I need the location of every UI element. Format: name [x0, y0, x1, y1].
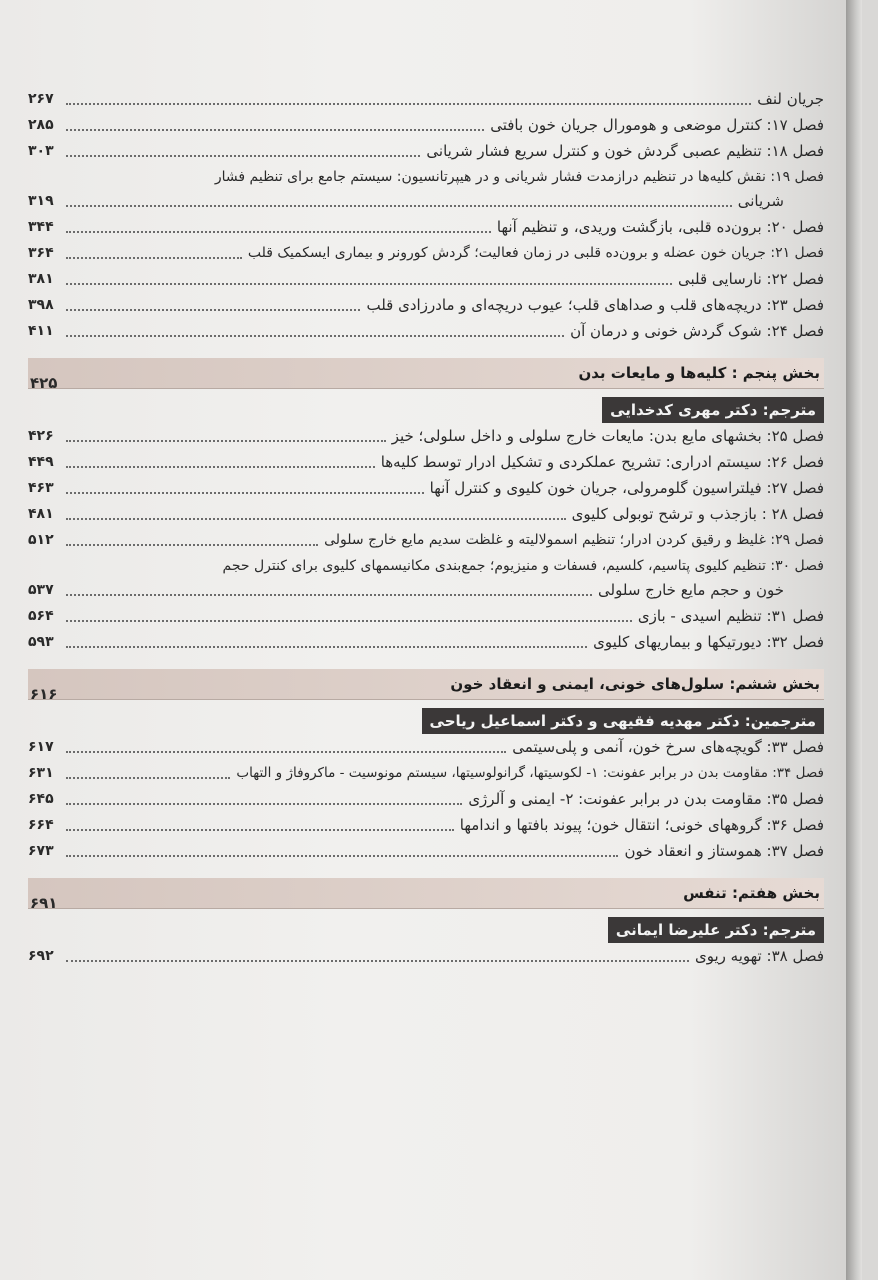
page-edge	[846, 0, 862, 1280]
page-number: ۶۷۳	[28, 843, 54, 859]
toc-entry: فصل ۳۳: گویچه‌های سرخ خون، آنمی و پلی‌سیتمی ۶۱۷	[28, 734, 824, 760]
table-of-contents	[28, 86, 824, 969]
page-number: ۵۹۳	[28, 634, 54, 650]
toc-entry: فصل ۳۶: گروههای خونی؛ انتقال خون؛ پیوند بافتها و اندامها ۶۶۴	[28, 812, 824, 838]
page-number: ۲۸۵	[28, 117, 54, 133]
toc-entry: فصل ۲۵: بخشهای مایع بدن: مایعات خارج سلولی و داخل سلولی؛ خیز ۴۲۶	[28, 423, 824, 449]
translator-label: مترجم: دکتر علیرضا ایمانی	[608, 917, 824, 943]
page-number: ۳۱۹	[28, 193, 54, 209]
toc-entry: فصل ۳۷: هموستاز و انعقاد خون ۶۷۳	[28, 838, 824, 864]
toc-entry: جریان لنف ۲۶۷	[28, 86, 824, 112]
toc-entry: فصل ۲۲: نارسایی قلبی ۳۸۱	[28, 266, 824, 292]
toc-entry: فصل ۱۸: تنظیم عصبی گردش خون و کنترل سریع فشار شریانی ۳۰۳	[28, 138, 824, 164]
page-number: ۵۳۷	[28, 582, 54, 598]
section-page-number: ۶۱۶	[30, 685, 58, 703]
page-number: ۶۱۷	[28, 739, 54, 755]
toc-entry: فصل ۳۸: تهویه ریوی ۶۹۲	[28, 943, 824, 969]
section-title: بخش هفتم: تنفس	[28, 878, 824, 909]
toc-entry: فصل ۳۵: مقاومت بدن در برابر عفونت: ۲- ایمنی و آلرژی ۶۴۵	[28, 786, 824, 812]
section-page-number: ۴۲۵	[30, 374, 58, 392]
page-number: ۶۴۵	[28, 791, 54, 807]
toc-entry: فصل ۲۴: شوک گردش خونی و درمان آن ۴۱۱	[28, 318, 824, 344]
page-number: ۳۰۳	[28, 143, 54, 159]
toc-entry: فصل ۱۷: کنترل موضعی و هومورال جریان خون بافتی ۲۸۵	[28, 112, 824, 138]
toc-entry: فصل ۳۴: مقاومت بدن در برابر عفونت: ۱- لکوسیتها، گرانولوسیتها، سیستم مونوسیت - ماکروفاژ و التهاب ۶۳۱	[28, 760, 824, 786]
toc-entry-continued: شریانی ۳۱۹	[28, 190, 824, 214]
page-number: ۳۹۸	[28, 297, 54, 313]
page-number: ۴۲۶	[28, 428, 54, 444]
translator-label: مترجمین: دکتر مهدیه فقیهی و دکتر اسماعیل ریاحی	[422, 708, 824, 734]
toc-entry: فصل ۳۱: تنظیم اسیدی - بازی ۵۶۴	[28, 603, 824, 629]
toc-entry: فصل ۱۹: نقش کلیه‌ها در تنظیم درازمدت فشار شریانی و در هیپرتانسیون: سیستم جامع برای تنظیم فشار	[214, 169, 824, 185]
page-number: ۲۶۷	[28, 91, 54, 107]
page-number: ۶۶۴	[28, 817, 54, 833]
section-header	[28, 669, 824, 703]
toc-entry: فصل ۲۰: برون‌ده قلبی، بازگشت وریدی، و تنظیم آنها ۳۴۴	[28, 214, 824, 240]
section-title: بخش پنجم : کلیه‌ها و مایعات بدن	[28, 358, 824, 389]
page-number: ۴۸۱	[28, 506, 54, 522]
translator-label: مترجم: دکتر مهری کدخدایی	[602, 397, 824, 423]
page-number: ۳۶۴	[28, 245, 54, 261]
toc-entry: فصل ۲۳: دریچه‌های قلب و صداهای قلب؛ عیوب دریچه‌ای و مادرزادی قلب ۳۹۸	[28, 292, 824, 318]
page-number: ۵۶۴	[28, 608, 54, 624]
section-header	[28, 878, 824, 912]
page-number: ۴۴۹	[28, 454, 54, 470]
toc-entry: فصل ۲۷: فیلتراسیون گلومرولی، جریان خون کلیوی و کنترل آنها ۴۶۳	[28, 475, 824, 501]
toc-entry: فصل ۲۱: جریان خون عضله و برون‌ده قلبی در زمان فعالیت؛ گردش کورونر و بیماری ایسکمیک قلب ۳۶۴	[28, 240, 824, 266]
page-number: ۳۸۱	[28, 271, 54, 287]
page-number: ۴۱۱	[28, 323, 54, 339]
page-number: ۶۹۲	[28, 948, 54, 964]
section-page-number: ۶۹۱	[30, 894, 58, 912]
section-header	[28, 358, 824, 392]
page-number: ۳۴۴	[28, 219, 54, 235]
toc-entry: فصل ۳۲: دیورتیکها و بیماریهای کلیوی ۵۹۳	[28, 629, 824, 655]
toc-entry: فصل ۲۸ : بازجذب و ترشح توبولی کلیوی ۴۸۱	[28, 501, 824, 527]
page-number: ۵۱۲	[28, 532, 54, 548]
page-number: ۴۶۳	[28, 480, 54, 496]
toc-entry: فصل ۳۰: تنظیم کلیوی پتاسیم، کلسیم، فسفات و منیزیوم؛ جمع‌بندی مکانیسمهای کلیوی برای کنترل حجم	[222, 558, 824, 574]
toc-entry-continued: خون و حجم مایع خارج سلولی ۵۳۷	[28, 579, 824, 603]
toc-entry: فصل ۲۶: سیستم ادراری: تشریح عملکردی و تشکیل ادرار توسط کلیه‌ها ۴۴۹	[28, 449, 824, 475]
toc-entry: فصل ۲۹: غلیظ و رقیق کردن ادرار؛ تنظیم اسمولالیته و غلظت سدیم مایع خارج سلولی ۵۱۲	[28, 527, 824, 553]
section-title: بخش ششم: سلول‌های خونی، ایمنی و انعقاد خون	[28, 669, 824, 700]
page-number: ۶۳۱	[28, 765, 54, 781]
